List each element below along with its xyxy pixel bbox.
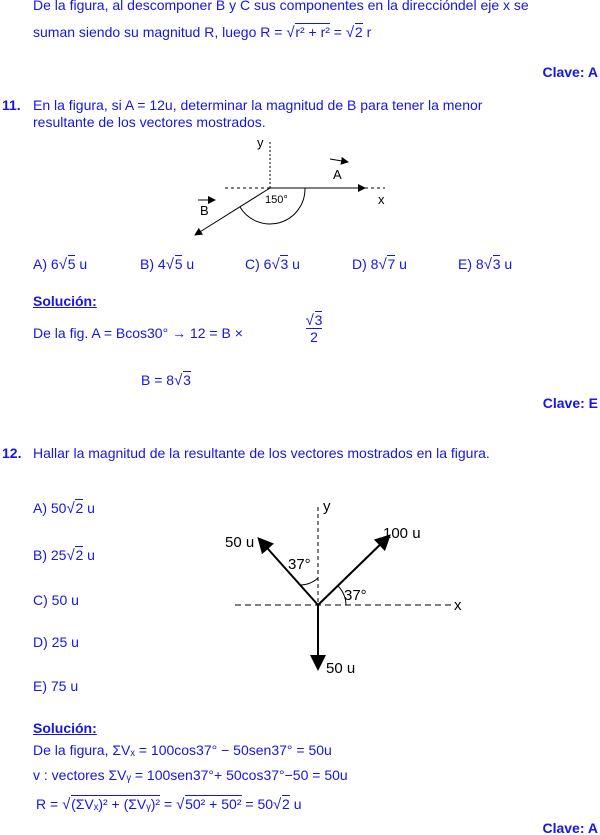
r: 2: [282, 796, 290, 812]
t: = 50: [241, 796, 274, 812]
radicand: r² + r²: [295, 24, 330, 40]
num: 3: [314, 312, 323, 328]
t: B) 25: [33, 547, 67, 563]
tail: r: [362, 24, 372, 40]
q12-option-d[interactable]: D) 25 u: [33, 634, 79, 650]
r: 5: [174, 256, 183, 272]
q12-option-a[interactable]: [33, 500, 95, 516]
t: A) 6: [33, 256, 59, 272]
vector-50u-label: 50 u: [225, 534, 255, 551]
clave-q11: Clave: E: [542, 395, 598, 411]
q12-option-c[interactable]: C) 50 u: [33, 592, 79, 608]
t: E) 8: [458, 256, 484, 272]
B-label: B: [200, 203, 209, 218]
q12-figure: [220, 492, 480, 682]
q12-solution-title: Solución:: [33, 720, 97, 736]
prev-text: suman siendo su magnitud R, luego R =: [33, 24, 287, 40]
A-label: A: [333, 167, 342, 182]
angle-label: 150°: [265, 194, 288, 206]
y-label: y: [257, 135, 264, 150]
sqrt: [273, 796, 290, 812]
q11-option-e[interactable]: [458, 256, 512, 272]
q12-sol-line1: De la figura, ΣVₓ = 100cos37° − 50sen37° = 50u: [33, 742, 332, 758]
sqrt: [174, 372, 191, 388]
q11-line1: En la figura, si A = 12u, determinar la magnitud de B para tener la menor: [33, 97, 483, 113]
sqrt: [66, 500, 83, 516]
sqrt: [176, 796, 241, 812]
r: 7: [387, 256, 396, 272]
fraction: [303, 312, 325, 345]
sqrt: [59, 256, 76, 272]
r: 2: [75, 547, 84, 563]
sqrt: [62, 796, 160, 812]
q11-option-d[interactable]: [352, 256, 407, 272]
q12-option-b[interactable]: [33, 547, 95, 563]
t: D) 8: [352, 256, 379, 272]
t: u: [288, 256, 300, 272]
q11-option-a[interactable]: [33, 256, 87, 272]
q12-sol-line2: v : vectores ΣVᵧ = 100sen37°+ 50cos37°−50 = 50u: [33, 767, 348, 783]
q11-number: 11.: [2, 97, 21, 113]
t: R =: [36, 796, 63, 812]
x-label: x: [454, 597, 462, 614]
q11-option-b[interactable]: [140, 256, 194, 272]
x-label: x: [378, 192, 385, 207]
vector-down-label: 50 u: [326, 660, 356, 677]
q12-option-e[interactable]: E) 75 u: [33, 678, 79, 694]
r: 3: [183, 372, 191, 388]
q12-number: 12.: [2, 445, 22, 461]
clave-prev: Clave: A: [542, 64, 598, 80]
q12-text: Hallar la magnitud de la resultante de los vectores mostrados en la figura.: [33, 445, 490, 461]
y-label: y: [323, 498, 331, 515]
t: u: [500, 256, 513, 272]
t: u: [75, 256, 88, 272]
den: 2: [310, 329, 318, 345]
t: =: [160, 796, 177, 812]
sqrt: [346, 24, 363, 40]
radicand: 2: [354, 24, 363, 40]
t: u: [83, 500, 95, 516]
angle1-label: 37°: [288, 556, 311, 573]
clave-q12: Clave: A: [542, 820, 598, 835]
r: 2: [75, 500, 84, 516]
angle2-label: 37°: [344, 587, 367, 604]
sqrt: [271, 256, 288, 272]
q11-option-c[interactable]: [245, 256, 300, 272]
t: u: [83, 547, 95, 563]
prev-line2: [33, 24, 371, 40]
sqrt: [286, 24, 330, 40]
t: B) 4: [140, 256, 166, 272]
t: u: [289, 796, 302, 812]
r: 50² + 50²: [185, 796, 242, 812]
r: 3: [280, 256, 289, 272]
t: u: [395, 256, 407, 272]
sqrt: [166, 256, 183, 272]
prev-line1: De la figura, al descomponer B y C sus componentes en la direccióndel eje x se: [33, 0, 529, 13]
t: A) 50: [33, 500, 67, 516]
r: (ΣVₓ)² + (ΣVᵧ)²: [71, 796, 161, 812]
r: 5: [67, 256, 76, 272]
sqrt: [66, 547, 83, 563]
q11-line2: resultante de los vectores mostrados.: [33, 114, 266, 130]
t: B = 8: [141, 372, 175, 388]
sqrt: [484, 256, 501, 272]
sqrt: [378, 256, 395, 272]
q11-solution-title: Solución:: [33, 293, 97, 309]
eq: =: [329, 24, 346, 40]
q11-sol-line1: De la fig. A = Bcos30° → 12 = B ×: [33, 325, 243, 341]
t: C) 6: [245, 256, 272, 272]
t: u: [182, 256, 195, 272]
q12-sol-line3: [36, 796, 302, 812]
r: 3: [492, 256, 501, 272]
vector-100u-label: 100 u: [383, 525, 421, 542]
q11-figure: [180, 132, 410, 247]
q11-sol-line2: [141, 372, 191, 388]
